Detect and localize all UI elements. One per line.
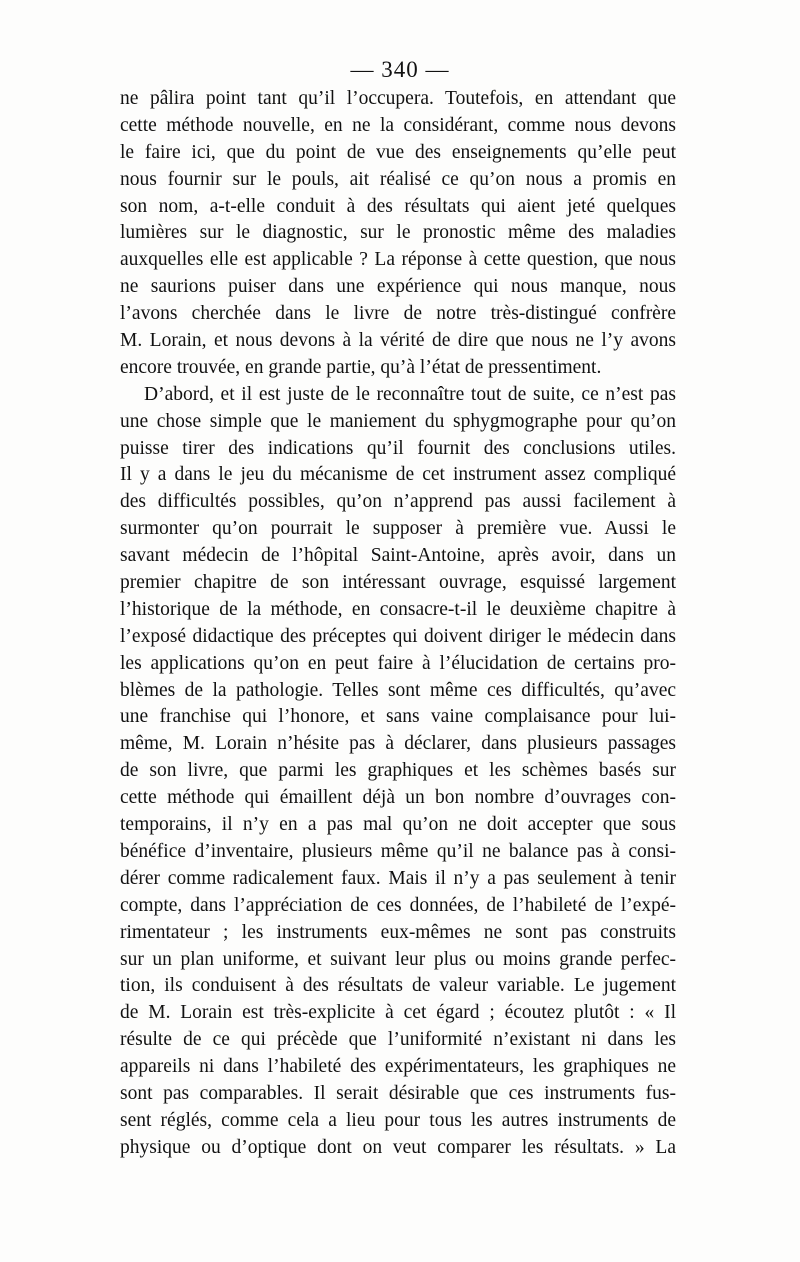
text-line: de M. Lorain est très-explicite à cet égard ; écoutez plutôt : « Il: [120, 1002, 676, 1024]
text-line: une chose simple que le maniement du sphygmographe pour qu’on: [120, 410, 676, 432]
text-line: compte, dans l’appréciation de ces données, de l’habileté de l’expé-: [120, 894, 676, 916]
text-line: même, M. Lorain n’hésite pas à déclarer, dans plusieurs passages: [120, 733, 676, 755]
text-line: savant médecin de l’hôpital Saint-Antoine, après avoir, dans un: [120, 545, 676, 567]
text-line: auxquelles elle est applicable ? La réponse à cette question, que nous: [120, 249, 676, 271]
paragraph: [120, 86, 676, 382]
text-line: surmonter qu’on pourrait le supposer à première vue. Aussi le: [120, 518, 676, 540]
text-line: encore trouvée, en grande partie, qu’à l’état de pressentiment.: [120, 356, 602, 378]
text-line: bénéfice d’inventaire, plusieurs même qu’il ne balance pas à consi-: [120, 840, 676, 862]
text-line: M. Lorain, et nous devons à la vérité de dire que nous ne l’y avons: [120, 330, 676, 352]
text-line: l’avons cherchée dans le livre de notre très-distingué confrère: [120, 303, 676, 325]
text-line: puisse tirer des indications qu’il fournit des conclusions utiles.: [120, 437, 676, 459]
text-line: le faire ici, que du point de vue des enseignements qu’elle peut: [120, 141, 676, 163]
body-text: [120, 86, 676, 1162]
text-line: dérer comme radicalement faux. Mais il n’y a pas seulement à tenir: [120, 867, 676, 889]
paragraph: [120, 382, 676, 1162]
text-line: premier chapitre de son intéressant ouvrage, esquissé largement: [120, 572, 676, 594]
text-line: une franchise qui l’honore, et sans vaine complaisance pour lui-: [120, 706, 676, 728]
text-line: Il y a dans le jeu du mécanisme de cet instrument assez compliqué: [120, 464, 676, 486]
text-line: D’abord, et il est juste de le reconnaître tout de suite, ce n’est pas: [144, 383, 676, 405]
text-line: cette méthode nouvelle, en ne la considérant, comme nous devons: [120, 114, 676, 136]
text-line: cette méthode qui émaillent déjà un bon nombre d’ouvrages con-: [120, 787, 676, 809]
text-line: l’exposé didactique des préceptes qui doivent diriger le médecin dans: [120, 625, 676, 647]
text-line: de son livre, que parmi les graphiques et les schèmes basés sur: [120, 760, 676, 782]
text-line: des difficultés possibles, qu’on n’apprend pas aussi facilement à: [120, 491, 676, 513]
text-line: sont pas comparables. Il serait désirable que ces instruments fus-: [120, 1082, 676, 1104]
text-line: lumières sur le diagnostic, sur le pronostic même des maladies: [120, 222, 676, 244]
text-line: ne saurions puiser dans une expérience qui nous manque, nous: [120, 276, 676, 298]
text-line: blèmes de la pathologie. Telles sont même ces difficultés, qu’avec: [120, 679, 676, 701]
text-line: résulte de ce qui précède que l’uniformité n’existant ni dans les: [120, 1029, 676, 1051]
text-line: appareils ni dans l’habileté des expérimentateurs, les graphiques ne: [120, 1056, 676, 1078]
text-line: sur un plan uniforme, et suivant leur plus ou moins grande perfec-: [120, 948, 676, 970]
text-line: rimentateur ; les instruments eux-mêmes ne sont pas construits: [120, 921, 676, 943]
text-line: ne pâlira point tant qu’il l’occupera. Toutefois, en attendant que: [120, 88, 676, 109]
text-line: les applications qu’on en peut faire à l’élucidation de certains pro-: [120, 652, 676, 674]
text-line: physique ou d’optique dont on veut comparer les résultats. » La: [120, 1136, 676, 1158]
text-line: temporains, il n’y en a pas mal qu’on ne doit accepter que sous: [120, 814, 676, 836]
text-line: l’historique de la méthode, en consacre-t-il le deuxième chapitre à: [120, 598, 676, 620]
text-line: tion, ils conduisent à des résultats de valeur variable. Le jugement: [120, 975, 676, 997]
text-line: son nom, a-t-elle conduit à des résultats qui aient jeté quelques: [120, 195, 676, 217]
text-line: nous fournir sur le pouls, ait réalisé ce qu’on nous a promis en: [120, 168, 676, 190]
page-number: — 340 —: [350, 57, 450, 82]
text-line: sent réglés, comme cela a lieu pour tous les autres instruments de: [120, 1109, 676, 1131]
